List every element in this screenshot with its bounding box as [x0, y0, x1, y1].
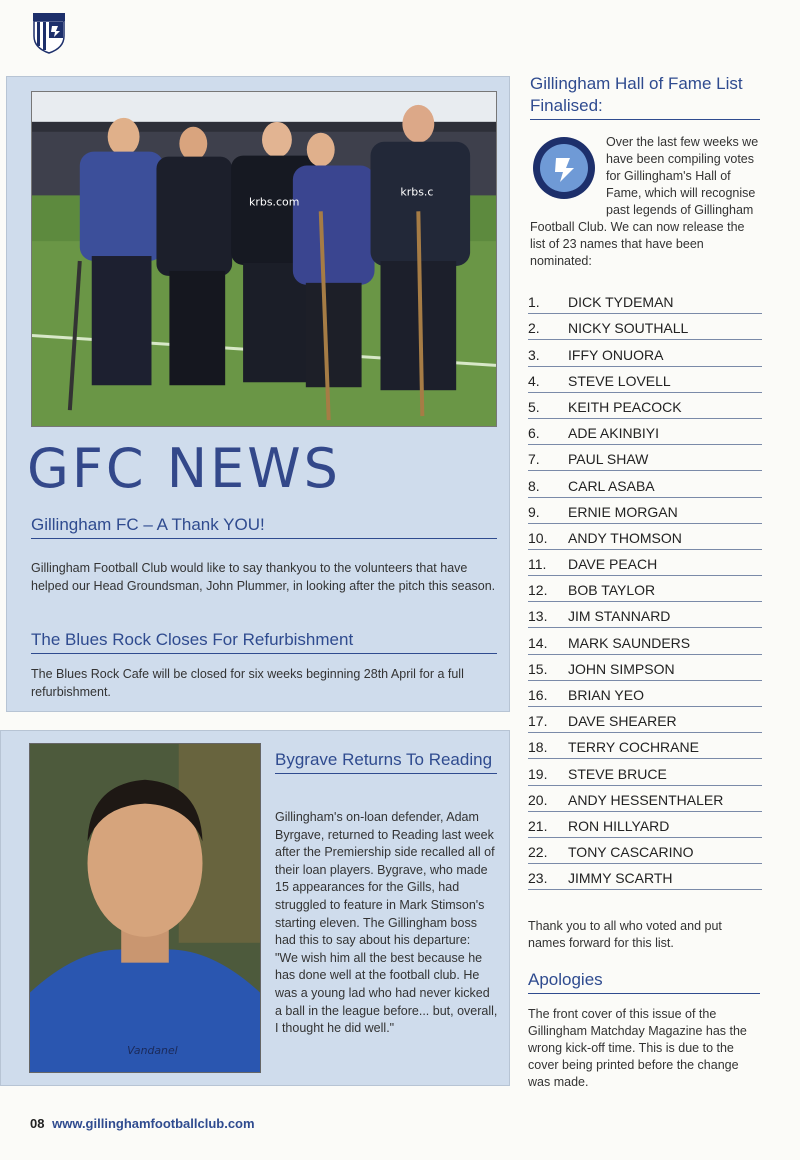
bygrave-body [275, 809, 499, 1038]
bygrave-heading: Bygrave Returns To Reading [275, 749, 497, 774]
list-item-name: NICKY SOUTHALL [568, 320, 689, 337]
gfc-news-masthead: GFC NEWS [27, 437, 341, 500]
list-item [528, 576, 762, 602]
list-item [528, 498, 762, 524]
list-item-number: 5. [528, 398, 540, 415]
list-item [528, 812, 762, 838]
list-item [528, 524, 762, 550]
list-item [528, 628, 762, 654]
list-item-name: CARL ASABA [568, 477, 655, 494]
list-item-number: 17. [528, 713, 548, 730]
list-item-name: TERRY COCHRANE [568, 739, 699, 756]
bygrave-body-text: Gillingham's on-loan defender, Adam Byrgave, returned to Reading last week after the Premiership side recalled all of their loan players. Bygrave, who made 15 appearances for the Gills, had struggled to feature in Mark Stimson's starting eleven. The Gillingham boss had this to say about his departure: [275, 810, 495, 948]
list-item [528, 786, 762, 812]
bygrave-photo [29, 743, 261, 1073]
list-item-name: DAVE SHEARER [568, 713, 677, 730]
list-item-name: PAUL SHAW [568, 451, 649, 468]
list-item [528, 838, 762, 864]
list-item [528, 681, 762, 707]
list-item-name: BOB TAYLOR [568, 582, 656, 599]
blues-rock-heading: The Blues Rock Closes For Refurbishment [31, 630, 497, 654]
list-item-name: JIM STANNARD [568, 608, 671, 625]
list-item-name: ERNIE MORGAN [568, 503, 678, 520]
list-item-name: IFFY ONUORA [568, 346, 664, 363]
hall-of-fame-intro-text: Over the last few weeks we have been compiling votes for Gillingham's Hall of Fame, which will recognise past legends of Gillingham Football Club. We can now release the list of 23 names that have been nominated: [530, 135, 759, 268]
list-item [528, 759, 762, 785]
footer-url-link[interactable]: www.gillinghamfootballclub.com [52, 1116, 255, 1131]
list-item-number: 6. [528, 425, 540, 442]
list-item [528, 393, 762, 419]
list-item-name: STEVE BRUCE [568, 765, 667, 782]
list-item-number: 16. [528, 687, 548, 703]
list-item-number: 7. [528, 451, 540, 468]
list-item-number: 18. [528, 739, 548, 756]
list-item-number: 12. [528, 582, 548, 599]
list-item [528, 419, 762, 445]
list-item-number: 8. [528, 477, 540, 494]
page-number: 08 [30, 1116, 45, 1131]
list-item-number: 13. [528, 608, 548, 625]
list-item-number: 20. [528, 791, 548, 808]
list-item-name: ANDY HESSENTHALER [568, 791, 724, 808]
list-item-name: MARK SAUNDERS [568, 634, 691, 651]
apologies-heading: Apologies [528, 970, 760, 994]
shirt-sponsor-text-2: krbs.c [400, 185, 434, 199]
list-item-name: JIMMY SCARTH [568, 870, 673, 887]
list-item [528, 314, 762, 340]
list-item-name: DAVE PEACH [568, 556, 658, 573]
gfc-news-panel [6, 76, 510, 712]
list-item [528, 655, 762, 681]
list-item-name: STEVE LOVELL [568, 372, 671, 389]
thank-you-heading: Gillingham FC – A Thank YOU! [31, 515, 497, 539]
bygrave-quote: "We wish him all the best because he has done well at the football club. He was a young lad who had never kicked a ball in the league before... but, overall, I thought he did well." [275, 950, 498, 1036]
list-item-name: RON HILLYARD [568, 817, 670, 834]
list-item-name: BRIAN YEO [568, 687, 644, 703]
hall-of-fame-list [528, 288, 762, 890]
shirt-sponsor-text: krbs.com [249, 195, 300, 209]
blues-rock-body: The Blues Rock Cafe will be closed for six weeks beginning 28th April for a full refurbishment. [31, 667, 464, 699]
list-item [528, 864, 762, 890]
hall-of-fame-intro [530, 134, 762, 270]
list-item-number: 3. [528, 346, 540, 363]
list-item [528, 471, 762, 497]
list-item [528, 445, 762, 471]
list-item [528, 602, 762, 628]
list-item-name: DICK TYDEMAN [568, 294, 674, 311]
list-item-number: 22. [528, 844, 548, 861]
club-crest-icon [32, 12, 66, 54]
list-item-number: 23. [528, 870, 548, 887]
list-item-number: 2. [528, 320, 540, 337]
apologies-body: The front cover of this issue of the Gillingham Matchday Magazine has the wrong kick-off time. This is due to the cover being printed before the change was made. [528, 1007, 747, 1089]
list-item [528, 340, 762, 366]
page-footer [30, 1116, 255, 1131]
hall-of-fame-heading: Gillingham Hall of Fame List Finalised: [530, 73, 760, 120]
list-item-number: 14. [528, 634, 548, 651]
list-item [528, 733, 762, 759]
list-item [528, 367, 762, 393]
list-item-number: 1. [528, 294, 540, 311]
shirt-sponsor-text-3: Vandanel [127, 1044, 178, 1058]
list-item-number: 19. [528, 765, 548, 782]
volunteers-photo [31, 91, 497, 427]
list-item-name: TONY CASCARINO [568, 844, 694, 861]
list-item-name: ANDY THOMSON [568, 529, 682, 546]
list-item [528, 550, 762, 576]
list-item-number: 9. [528, 503, 540, 520]
list-item [528, 707, 762, 733]
list-item-number: 4. [528, 372, 540, 389]
list-item-number: 21. [528, 817, 548, 834]
list-item-name: KEITH PEACOCK [568, 398, 682, 415]
hall-of-fame-thanks: Thank you to all who voted and put names forward for this list. [528, 919, 722, 950]
list-item-number: 15. [528, 660, 548, 677]
list-item [528, 288, 762, 314]
list-item-name: ADE AKINBIYI [568, 425, 660, 442]
list-item-number: 10. [528, 529, 548, 546]
bygrave-panel [0, 730, 510, 1086]
list-item-name: JOHN SIMPSON [568, 660, 675, 677]
list-item-number: 11. [528, 556, 547, 573]
thank-you-body: Gillingham Football Club would like to say thankyou to the volunteers that have helped our Head Groundsman, John Plummer, in looking after the pitch this season. [31, 561, 496, 593]
